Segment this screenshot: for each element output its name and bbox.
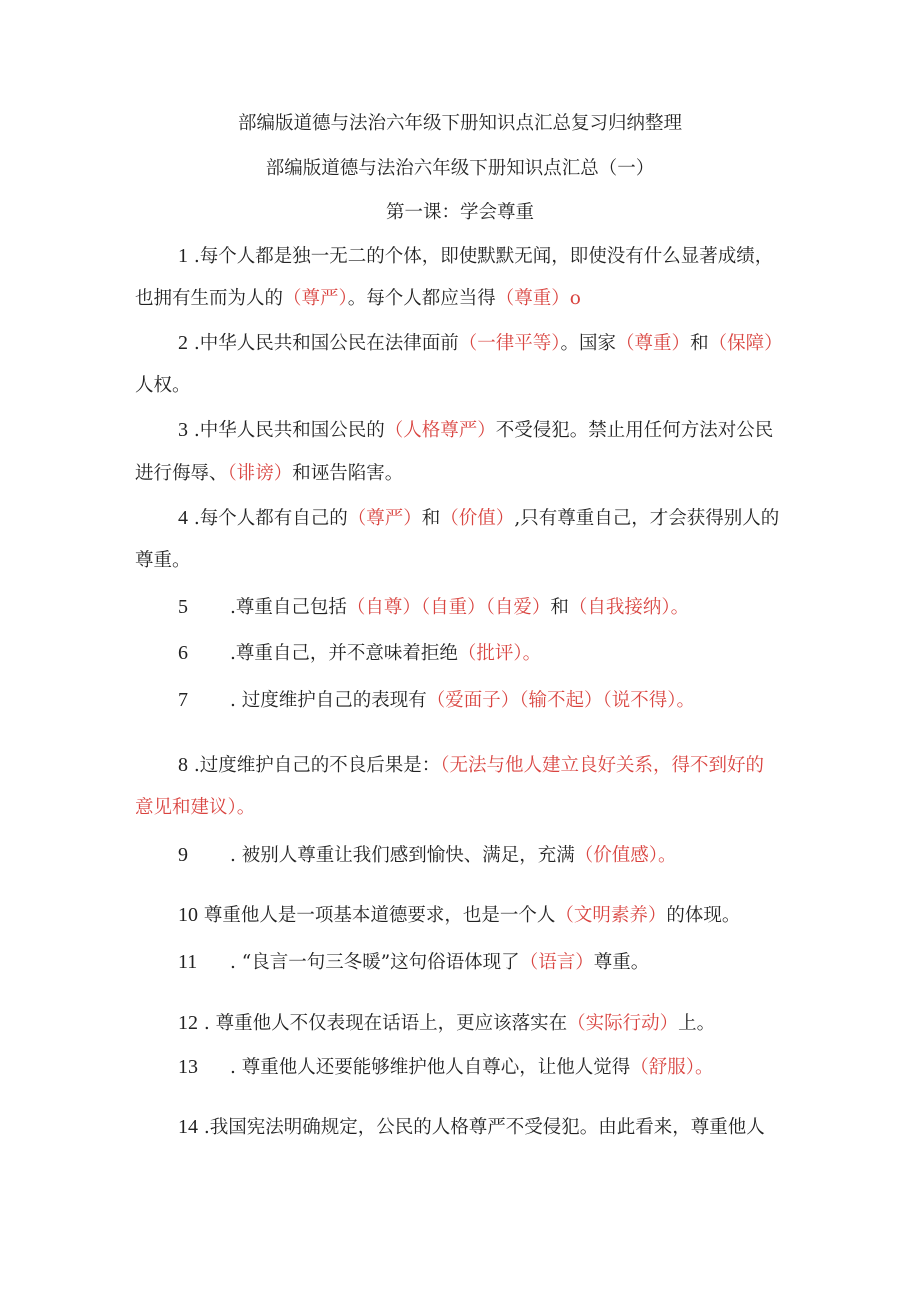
knowledge-line bbox=[135, 548, 191, 574]
answer-text: 意见和建议）。 bbox=[135, 797, 256, 818]
statement-text: 的体现。 bbox=[666, 905, 741, 926]
statement-text: 。每个人都应当得 bbox=[347, 288, 496, 309]
answer-text: （爱面子）（输不起）（说不得）。 bbox=[426, 690, 696, 711]
knowledge-line bbox=[178, 842, 677, 869]
answer-text: （保障） bbox=[708, 333, 783, 354]
statement-text: 也拥有生而为人的 bbox=[135, 288, 284, 309]
statement-text: .中华人民共和国公民在法律面前 bbox=[188, 333, 459, 354]
item-number: 2 bbox=[178, 332, 188, 354]
answer-text: （自我接纳）。 bbox=[568, 597, 690, 618]
answer-text: （价值） bbox=[440, 508, 515, 529]
statement-text: .每个人都有自己的 bbox=[188, 508, 348, 529]
statement-text: 尊重。 bbox=[135, 550, 191, 571]
statement-text: .每个人都是独一无二的个体，即使默默无闻，即使没有什么显著成绩， bbox=[188, 246, 774, 267]
knowledge-line bbox=[178, 687, 695, 714]
answer-text: （人格尊严） bbox=[384, 420, 496, 441]
answer-text: （诽谤） bbox=[227, 463, 293, 484]
knowledge-line bbox=[178, 640, 541, 667]
statement-text: 。国家 bbox=[560, 333, 617, 354]
statement-text: 尊重。 bbox=[593, 952, 650, 973]
statement-text: .尊重自己包括 bbox=[230, 597, 347, 618]
statement-text: .中华人民共和国公民的 bbox=[188, 420, 385, 441]
item-number: 14 bbox=[178, 1116, 198, 1138]
knowledge-line bbox=[178, 594, 689, 621]
statement-text: 上。 bbox=[678, 1013, 716, 1034]
item-number: 6 bbox=[178, 642, 188, 664]
statement-text: 人权。 bbox=[135, 375, 191, 396]
answer-text: （批评）。 bbox=[457, 643, 542, 664]
answer-text: （舒服）。 bbox=[630, 1057, 714, 1078]
statement-text: . 尊重他人不仅表现在话语上，更应该落实在 bbox=[198, 1013, 568, 1034]
knowledge-line bbox=[178, 330, 783, 357]
item-number: 12 bbox=[178, 1012, 198, 1034]
answer-text: （无法与他人建立良好关系，得不到好的 bbox=[440, 755, 765, 776]
knowledge-line bbox=[178, 505, 779, 532]
item-number: 10 bbox=[178, 904, 198, 926]
document-title: 部编版道德与法治六年级下册知识点汇总复习归纳整理 bbox=[237, 113, 682, 134]
answer-text: （一律平等） bbox=[458, 333, 561, 354]
knowledge-line bbox=[178, 949, 649, 976]
knowledge-line bbox=[178, 1114, 765, 1141]
lesson-heading: 第一课：学会尊重 bbox=[385, 202, 534, 223]
statement-text: . 过度维护自己的表现有 bbox=[230, 690, 427, 711]
answer-text: （尊严） bbox=[347, 508, 422, 529]
knowledge-line bbox=[178, 243, 773, 270]
statement-text: ,只有尊重自己，才会获得别人的 bbox=[514, 508, 780, 529]
statement-text: . 尊重他人还要能够维护他人自尊心，让他人觉得 bbox=[230, 1057, 631, 1078]
answer-text: （文明素养） bbox=[555, 905, 667, 926]
item-number: 11 bbox=[178, 951, 198, 973]
knowledge-line bbox=[135, 795, 255, 821]
item-number: 3 bbox=[178, 419, 188, 441]
item-number: 1 bbox=[178, 245, 188, 267]
knowledge-line bbox=[178, 752, 764, 779]
item-number: 4 bbox=[178, 507, 188, 529]
statement-text: 和 bbox=[690, 333, 709, 354]
answer-text: （尊重） bbox=[616, 333, 691, 354]
knowledge-line bbox=[178, 1010, 715, 1037]
statement-text: . 被别人尊重让我们感到愉快、满足，充满 bbox=[230, 845, 575, 866]
item-number: 5 bbox=[178, 596, 188, 618]
statement-text: 和诬告陷害。 bbox=[292, 463, 404, 484]
statement-text: 不受侵犯。禁止用任何方法对公民 bbox=[495, 420, 774, 441]
statement-text: .我国宪法明确规定，公民的人格尊严不受侵犯。由此看来，尊重他人 bbox=[198, 1117, 765, 1138]
statement-text: 尊重他人是一项基本道德要求，也是一个人 bbox=[198, 905, 556, 926]
knowledge-line bbox=[178, 1054, 714, 1081]
item-number: 8 bbox=[178, 754, 188, 776]
answer-text: （价值感）。 bbox=[574, 845, 677, 866]
statement-text: .尊重自己，并不意味着拒绝 bbox=[230, 643, 458, 664]
knowledge-line bbox=[135, 373, 191, 399]
knowledge-line bbox=[135, 461, 403, 487]
knowledge-line bbox=[135, 286, 581, 312]
knowledge-line bbox=[178, 417, 773, 444]
statement-text: .过度维护自己的不良后果是： bbox=[188, 755, 441, 776]
item-number: 13 bbox=[178, 1056, 198, 1078]
statement-text: 进行侮辱、 bbox=[135, 463, 228, 484]
answer-text: （实际行动） bbox=[567, 1013, 679, 1034]
knowledge-line bbox=[178, 902, 740, 929]
statement-text: 和 bbox=[421, 508, 441, 529]
answer-text: （尊严） bbox=[283, 288, 348, 309]
item-number: 9 bbox=[178, 844, 188, 866]
item-number: 7 bbox=[178, 689, 188, 711]
document-subtitle: 部编版道德与法治六年级下册知识点汇总（一） bbox=[265, 158, 655, 179]
statement-text: 和 bbox=[550, 597, 569, 618]
answer-text: （尊重）o bbox=[495, 288, 581, 309]
statement-text: . “良言一句三冬暖”这句俗语体现了 bbox=[230, 952, 520, 973]
answer-text: （自尊）（自重）（自爱） bbox=[346, 597, 551, 618]
answer-text: （语言） bbox=[519, 952, 594, 973]
